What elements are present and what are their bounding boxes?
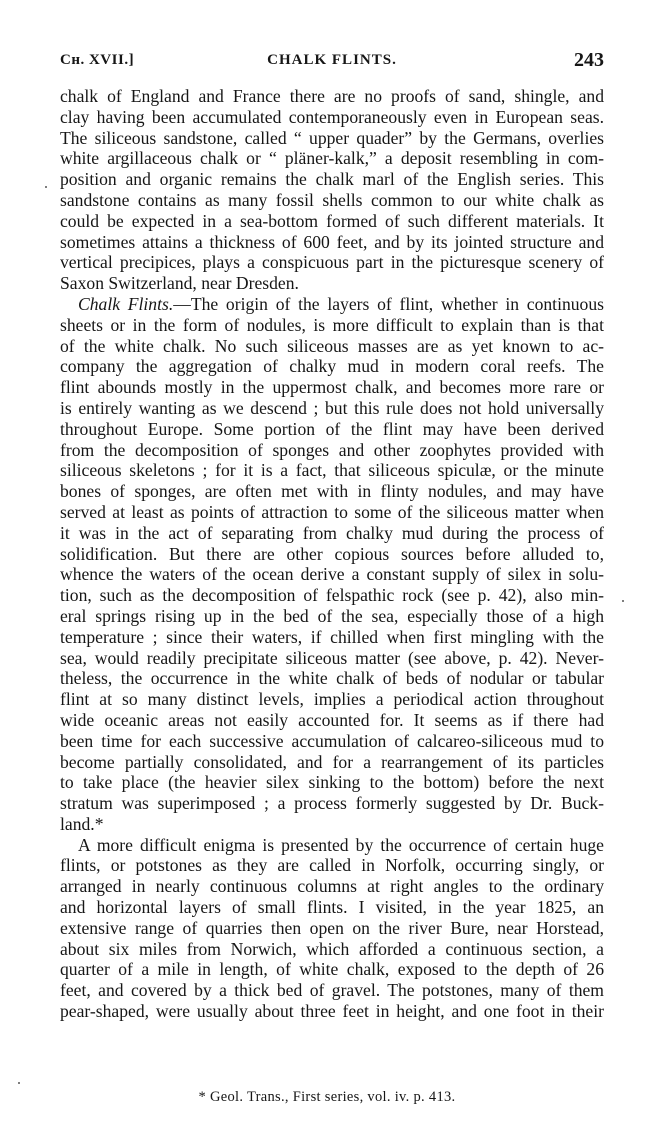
text-line: from the decomposition of sponges and other zoophytes provided with	[60, 439, 604, 460]
text-line: eral springs rising up in the bed of the sea, especially those of a high	[60, 605, 604, 626]
text-line: sometimes attains a thickness of 600 feet, and by its jointed structure and	[60, 231, 604, 252]
text-line: it was in the act of separating from chalky mud during the process of	[60, 522, 604, 543]
text-line: clay having been accumulated contemporaneously even in European seas.	[60, 106, 604, 127]
heading-line-rest: —The origin of the layers of flint, whether in continuous	[173, 293, 604, 314]
text-line: vertical precipices, plays a conspicuous part in the picturesque scenery of	[60, 252, 604, 273]
text-line: position and organic remains the chalk marl of the English series. This	[60, 169, 604, 190]
text-line: served at least as points of attraction to some of the siliceous matter when	[60, 501, 604, 522]
text-line: become partially consolidated, and for a rearrangement of its particles	[60, 751, 604, 772]
text-line: sea, would readily precipitate siliceous matter (see above, p. 42). Never-	[60, 647, 604, 668]
running-header	[60, 50, 604, 76]
text-line: chalk of England and France there are no proofs of sand, shingle, and	[60, 86, 604, 106]
text-line: extensive range of quarries then open on the river Bure, near Horstead,	[60, 917, 604, 938]
margin-speck	[45, 186, 47, 188]
paragraph-2	[60, 294, 604, 835]
text-line: wide oceanic areas not easily accounted for. It seems as if there had	[60, 709, 604, 730]
text-line: The siliceous sandstone, called “ upper quader” by the Germans, overlies	[60, 127, 604, 148]
margin-speck	[622, 600, 624, 602]
text-line: flints, or potstones as they are called in Norfolk, occurring singly, or	[60, 855, 604, 876]
text-line: is entirely wanting as we descend ; but this rule does not hold universally	[60, 397, 604, 418]
text-line: stratum was superimposed ; a process formerly suggested by Dr. Buck-	[60, 793, 604, 814]
page-number: 243	[574, 49, 604, 71]
text-line: theless, the occurrence in the white chalk of beds of nodular or tabular	[60, 668, 604, 689]
text-line	[60, 294, 604, 315]
text-line: to take place (the heavier silex sinking to the bottom) before the next	[60, 772, 604, 793]
running-title: CHALK FLINTS.	[267, 52, 397, 68]
text-line: A more difficult enigma is presented by the occurrence of certain huge	[78, 834, 604, 855]
footnote: * Geol. Trans., First series, vol. iv. p. 413.	[198, 1089, 456, 1105]
text-line: company the aggregation of chalky mud in modern coral reefs. The	[60, 356, 604, 377]
text-line: flint at so many distinct levels, implies a periodical action throughout	[60, 689, 604, 710]
text-line: and horizontal layers of small flints. I visited, in the year 1825, an	[60, 897, 604, 918]
paragraph-1	[60, 86, 604, 294]
text-line: temperature ; since their waters, if chilled when first mingling with the	[60, 626, 604, 647]
text-line: flint abounds mostly in the uppermost chalk, and becomes more rare or	[60, 377, 604, 398]
text-line: sheets or in the form of nodules, is more difficult to explain than is that	[60, 314, 604, 335]
text-line: feet, and covered by a thick bed of gravel. The potstones, many of them	[60, 980, 604, 1001]
text-line: could be expected in a sea-bottom formed of such different materials. It	[60, 210, 604, 231]
text-line: land.*	[60, 813, 104, 834]
margin-speck	[18, 1082, 20, 1084]
text-line: tion, such as the decomposition of felspathic rock (see p. 42), also min-	[60, 585, 604, 606]
text-line: arranged in nearly continuous columns at right angles to the ordinary	[60, 876, 604, 897]
text-line: quarter of a mile in length, of white chalk, exposed to the depth of 26	[60, 959, 604, 980]
paragraph-3	[60, 835, 604, 1022]
text-line: pear-shaped, were usually about three feet in height, and one foot in their	[60, 1001, 604, 1022]
text-line: Saxon Switzerland, near Dresden.	[60, 273, 299, 294]
text-line: throughout Europe. Some portion of the flint may have been derived	[60, 418, 604, 439]
chapter-label: Cʜ. XVII.]	[60, 52, 135, 68]
text-line: been time for each successive accumulation of calcareo-siliceous mud to	[60, 730, 604, 751]
text-line: white argillaceous chalk or “ pläner-kalk,” a deposit resembling in com-	[60, 148, 604, 169]
text-line: bones of sponges, are often met with in flinty nodules, and may have	[60, 481, 604, 502]
page-body	[60, 86, 604, 1022]
text-line: of the white chalk. No such siliceous masses are as yet known to ac-	[60, 335, 604, 356]
section-heading: Chalk Flints.	[78, 293, 174, 314]
text-line: sandstone contains as many fossil shells common to our white chalk as	[60, 189, 604, 210]
text-line: siliceous skeletons ; for it is a fact, that siliceous spiculæ, or the minute	[60, 460, 604, 481]
text-line: solidification. But there are other copious sources before alluded to,	[60, 543, 604, 564]
text-line: whence the waters of the ocean derive a constant supply of silex in solu-	[60, 564, 604, 585]
text-line: about six miles from Norwich, which afforded a continuous section, a	[60, 938, 604, 959]
